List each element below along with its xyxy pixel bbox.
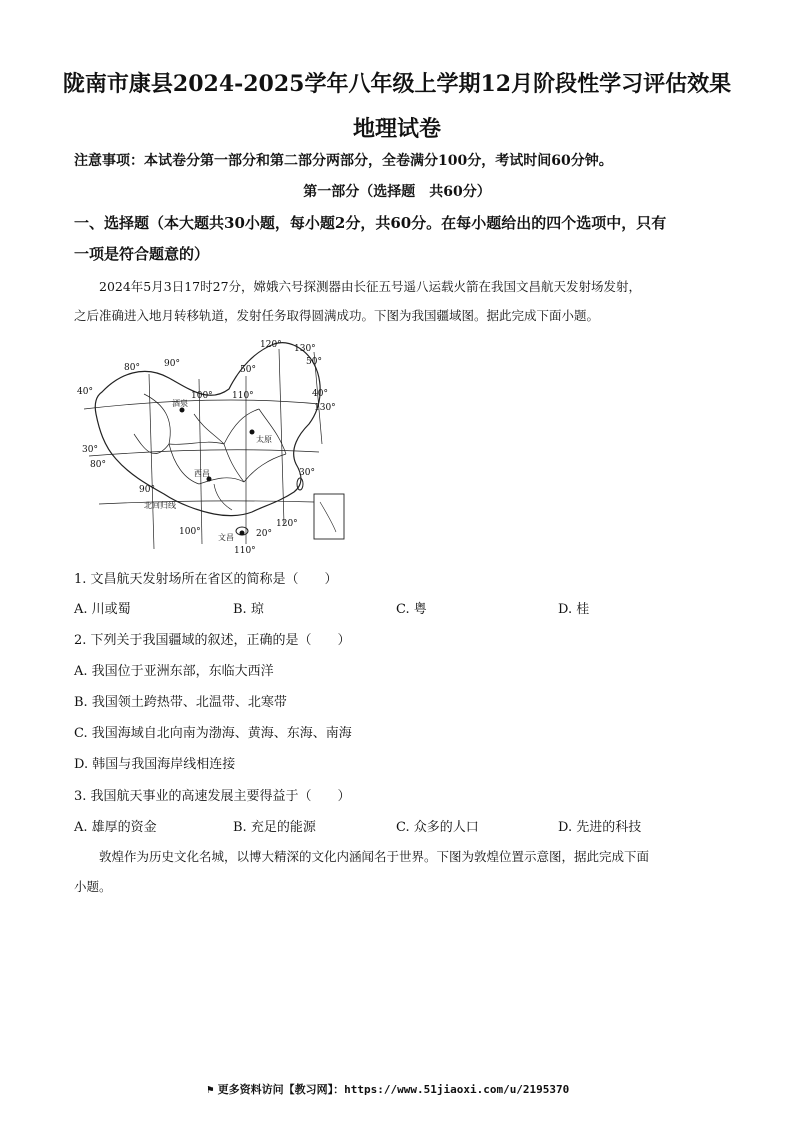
part-title: 第一部分（选择题 共60分）	[303, 184, 491, 200]
option-d[interactable]: D. 先进的科技	[558, 820, 642, 835]
map-label-lon100: 100°	[191, 391, 213, 401]
option-b[interactable]: B. 充足的能源	[233, 820, 316, 835]
map-label-lon120: 120°	[276, 519, 298, 529]
page-subtitle: 地理试卷	[352, 116, 441, 142]
map-label-lat40: 40°	[77, 387, 93, 397]
option-a[interactable]: A. 我国位于亚洲东部，东临大西洋	[74, 664, 274, 679]
china-territory-map	[74, 334, 364, 559]
map-label-lon130: 130°	[294, 344, 316, 354]
passage-paragraph: 2024年5月3日17时27分，嫦娥六号探测器由长征五号遥八运载火箭在我国文昌航天发射场发射，	[99, 279, 642, 294]
question-stem: 1. 文昌航天发射场所在省区的简称是（ ）	[74, 572, 338, 587]
map-label-lat20: 20°	[256, 529, 272, 539]
map-label-lat50: 50°	[240, 365, 256, 375]
option-c[interactable]: C. 我国海域自北向南为渤海、黄海、东海、南海	[74, 726, 352, 741]
option-d[interactable]: D. 韩国与我国海岸线相连接	[74, 757, 236, 772]
map-tropic-label: 北回归线	[144, 501, 176, 510]
option-a[interactable]: A. 川或蜀	[74, 602, 131, 617]
map-label-lon110: 110°	[232, 391, 254, 401]
option-b[interactable]: B. 我国领土跨热带、北温带、北寒带	[74, 695, 287, 710]
section-heading: 一、选择题（本大题共30小题，每小题2分，共60分。在每小题给出的四个选项中，只有	[74, 214, 667, 232]
map-city-label: 文昌	[218, 533, 234, 542]
option-c[interactable]: C. 粤	[396, 602, 427, 617]
exam-notice: 注意事项：本试卷分第一部分和第二部分两部分，全卷满分100分，考试时间60分钟。	[74, 153, 613, 169]
map-label-lon80: 80°	[124, 363, 140, 373]
option-c[interactable]: C. 众多的人口	[396, 820, 479, 835]
map-label-lon110: 110°	[234, 546, 256, 556]
map-label-lat50: 50°	[306, 357, 322, 367]
question-stem: 2. 下列关于我国疆域的叙述，正确的是（ ）	[74, 633, 351, 648]
option-a[interactable]: A. 雄厚的资金	[74, 820, 157, 835]
passage-paragraph: 之后准确进入地月转移轨道，发射任务取得圆满成功。下图为我国疆域图。据此完成下面小题。	[74, 308, 600, 323]
map-city-label: 酒泉	[172, 399, 188, 408]
map-label-lon120: 120°	[260, 340, 282, 350]
map-label-lon130: 130°	[314, 403, 336, 413]
footer-text: 更多资料访问【教习网】：https://www.51jiaoxi.com/u/2195370	[217, 1083, 570, 1096]
option-d[interactable]: D. 桂	[558, 602, 590, 617]
map-label-lon90: 90°	[139, 485, 155, 495]
map-label-lat30: 30°	[299, 468, 315, 478]
map-label-lat40: 40°	[312, 389, 328, 399]
option-b[interactable]: B. 琼	[233, 602, 264, 617]
passage-paragraph: 小题。	[74, 879, 112, 894]
section-heading-cont: 一项是符合题意的）	[74, 245, 210, 263]
footer-link[interactable]	[207, 1081, 569, 1097]
map-city-label: 西昌	[194, 469, 210, 478]
map-label-lon80: 80°	[90, 460, 106, 470]
map-label-lon100: 100°	[179, 527, 201, 537]
page-title: 陇南市康县2024-2025学年八年级上学期12月阶段性学习评估效果	[62, 71, 732, 97]
map-label-lon90: 90°	[164, 359, 180, 369]
question-stem: 3. 我国航天事业的高速发展主要得益于（ ）	[74, 789, 351, 804]
flag-icon: ⚑	[207, 1083, 214, 1096]
map-city-label: 太原	[256, 435, 272, 444]
map-label-lat30: 30°	[82, 445, 98, 455]
passage-paragraph: 敦煌作为历史文化名城，以博大精深的文化内涵闻名于世界。下图为敦煌位置示意图，据此完成下面	[99, 849, 650, 864]
